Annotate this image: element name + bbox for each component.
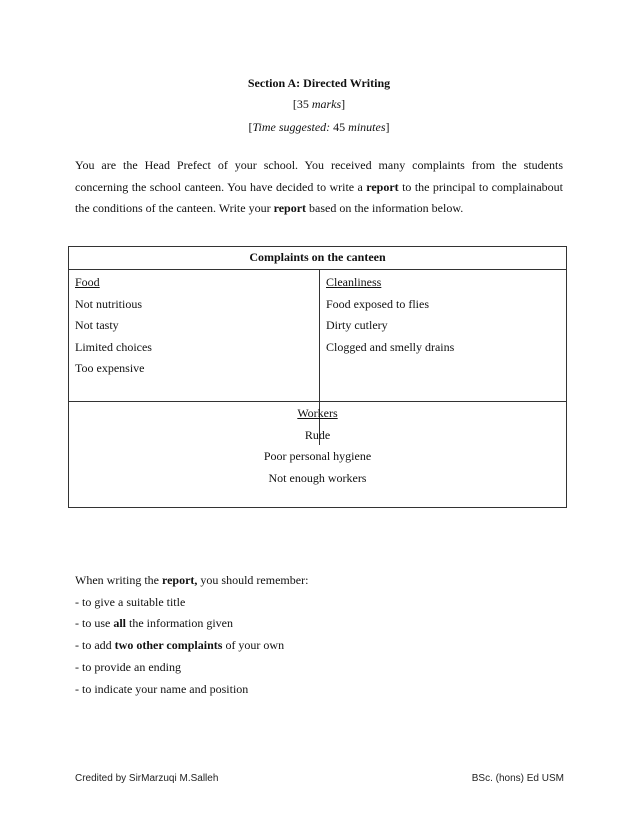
time-line	[0, 120, 638, 135]
workers-label: Workers	[297, 406, 338, 420]
complaints-table	[68, 246, 567, 508]
workers-item: Not enough workers	[268, 470, 367, 485]
cleanliness-item: Food exposed to flies	[326, 296, 429, 311]
intro-bold-report-1: report	[366, 179, 399, 194]
workers-section	[69, 403, 566, 489]
time-label: Time suggested:	[252, 120, 331, 134]
food-item: Not tasty	[75, 318, 119, 332]
time-unit: minutes	[348, 120, 386, 134]
intro-text-2: to the principal to complainabout the conditions of the canteen. Write your	[75, 179, 563, 215]
reminder-item: - to give a suitable title	[75, 594, 186, 609]
reminder-bold: two other complaints	[114, 638, 223, 653]
row-divider	[69, 401, 566, 402]
intro-text-3: based on the information below.	[306, 201, 464, 215]
cleanliness-column	[326, 272, 454, 358]
food-item: Too expensive	[75, 361, 145, 375]
reminder-bold: all	[113, 616, 126, 631]
food-column	[75, 272, 152, 380]
marks-label: marks	[311, 97, 342, 111]
reminder-item: - to indicate your name and position	[75, 681, 249, 696]
reminder-item: - to provide an ending	[75, 659, 181, 674]
reminder-text: of your own	[222, 638, 285, 653]
reminder-item	[75, 613, 308, 635]
section-title: Section A: Directed Writing	[247, 76, 391, 90]
food-label: Food	[75, 275, 100, 289]
table-heading: Complaints on the canteen	[69, 247, 566, 270]
time-close: ]	[385, 120, 390, 134]
reminder-lead-text: When writing the	[75, 573, 162, 587]
cleanliness-item: Clogged and smelly drains	[326, 339, 455, 354]
marks-close: ]	[341, 97, 346, 111]
reminder-lead-bold: report,	[161, 573, 198, 587]
cleanliness-label: Cleanliness	[326, 275, 382, 289]
food-item: Not nutritious	[75, 296, 143, 311]
reminder-lead-end: you should remember:	[197, 573, 309, 587]
food-item: Limited choices	[75, 339, 152, 354]
reminder-list	[75, 570, 308, 700]
intro-text-1: You are the Head Prefect of your school. You received many complaints from the students concerning the school canteen. You have decided to write a	[75, 158, 563, 194]
marks-open: [35	[292, 97, 312, 111]
reminder-text: the information given	[126, 616, 233, 631]
footer-degree: BSc. (hons) Ed USM	[471, 773, 564, 784]
marks-line	[0, 97, 638, 112]
time-value: 45	[330, 120, 349, 134]
workers-item: Rude	[304, 427, 331, 442]
reminder-item	[75, 635, 308, 657]
time-open: [	[248, 120, 253, 134]
reminder-text: - to add	[75, 638, 115, 653]
workers-item: Poor personal hygiene	[263, 449, 372, 463]
task-instructions	[75, 155, 563, 220]
intro-bold-report-2: report	[273, 201, 307, 215]
footer-credit: Credited by SirMarzuqi M.Salleh	[75, 773, 219, 784]
cleanliness-item: Dirty cutlery	[326, 318, 388, 332]
reminder-text: - to use	[75, 616, 114, 631]
reminder-lead	[75, 570, 308, 592]
